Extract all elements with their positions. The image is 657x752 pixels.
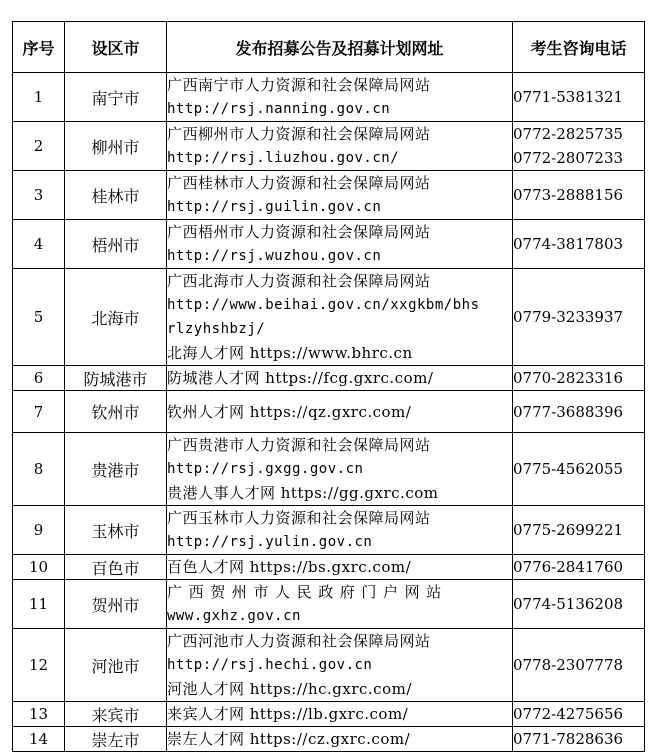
- header-phone: 考生咨询电话: [513, 22, 645, 73]
- phone-cell: [513, 73, 645, 122]
- phone-number: 0773-2888156: [513, 186, 624, 204]
- city-name: 梧州市: [65, 220, 167, 269]
- row-number: 6: [13, 366, 65, 391]
- site-url-link[interactable]: rlzyhshbzj/: [167, 321, 266, 337]
- table-row: [13, 727, 645, 752]
- site-cell: [167, 702, 513, 727]
- site-url-link[interactable]: http://rsj.liuzhou.gov.cn/: [167, 150, 400, 166]
- phone-number: 0774-3817803: [513, 235, 624, 253]
- phone-number: 0772-2807233: [513, 149, 624, 167]
- site-cell: [167, 580, 513, 629]
- site-text: 广西梧州市人力资源和社会保障局网站: [167, 223, 431, 241]
- site-text: 北海人才网 https://www.bhrc.cn: [167, 344, 413, 362]
- table-body: [13, 73, 645, 752]
- site-url-link[interactable]: http://rsj.yulin.gov.cn: [167, 534, 373, 550]
- city-name: 玉林市: [65, 506, 167, 555]
- site-cell: [167, 391, 513, 433]
- site-url-link[interactable]: www.gxhz.gov.cn: [167, 608, 301, 624]
- phone-cell: [513, 555, 645, 580]
- city-name: 贵港市: [65, 433, 167, 506]
- phone-cell: [513, 171, 645, 220]
- site-text: 钦州人才网 https://qz.gxrc.com/: [167, 402, 412, 421]
- row-number: 1: [13, 73, 65, 122]
- site-url-link[interactable]: http://rsj.gxgg.gov.cn: [167, 461, 364, 477]
- site-text: 河池人才网 https://hc.gxrc.com/: [167, 680, 412, 698]
- phone-number: 0776-2841760: [513, 558, 624, 576]
- table-row: [13, 171, 645, 220]
- phone-cell: [513, 702, 645, 727]
- table-row: [13, 269, 645, 366]
- row-number: 5: [13, 269, 65, 366]
- site-text: 广西柳州市人力资源和社会保障局网站: [167, 125, 431, 143]
- city-name: 南宁市: [65, 73, 167, 122]
- site-text: 广西贺州市人民政府门户网站: [167, 583, 448, 601]
- recruitment-table: [12, 21, 645, 752]
- table-row: [13, 433, 645, 506]
- site-text: 广西北海市人力资源和社会保障局网站: [167, 272, 431, 290]
- table-row: [13, 555, 645, 580]
- phone-number: 0775-2699221: [513, 521, 624, 539]
- phone-number: 0775-4562055: [513, 460, 624, 478]
- city-name: 来宾市: [65, 702, 167, 727]
- row-number: 11: [13, 580, 65, 629]
- phone-cell: [513, 727, 645, 752]
- phone-number: 0772-4275656: [513, 705, 624, 723]
- site-url-link[interactable]: http://www.beihai.gov.cn/xxgkbm/bhs: [167, 297, 480, 313]
- site-text: 崇左人才网 https://cz.gxrc.com/: [167, 730, 411, 748]
- row-number: 9: [13, 506, 65, 555]
- phone-cell: [513, 433, 645, 506]
- phone-cell: [513, 506, 645, 555]
- site-text: 贵港人事人才网 https://gg.gxrc.com: [167, 484, 439, 502]
- city-name: 防城港市: [65, 366, 167, 391]
- site-cell: [167, 506, 513, 555]
- phone-number: 0771-5381321: [513, 88, 624, 106]
- site-url-link[interactable]: http://rsj.hechi.gov.cn: [167, 657, 373, 673]
- phone-number: 0772-2825735: [513, 125, 624, 143]
- site-cell: [167, 220, 513, 269]
- city-name: 河池市: [65, 629, 167, 702]
- row-number: 10: [13, 555, 65, 580]
- phone-number: 0779-3233937: [513, 308, 624, 326]
- table-row: [13, 366, 645, 391]
- phone-number: 0770-2823316: [513, 369, 624, 387]
- table-row: [13, 580, 645, 629]
- row-number: 4: [13, 220, 65, 269]
- site-url-link[interactable]: http://rsj.nanning.gov.cn: [167, 101, 391, 117]
- row-number: 12: [13, 629, 65, 702]
- city-name: 崇左市: [65, 727, 167, 752]
- site-cell: [167, 171, 513, 220]
- city-name: 钦州市: [65, 391, 167, 433]
- row-number: 13: [13, 702, 65, 727]
- phone-cell: [513, 220, 645, 269]
- phone-number: 0777-3688396: [513, 402, 624, 421]
- table-row: [13, 391, 645, 433]
- site-text: 百色人才网 https://bs.gxrc.com/: [167, 558, 412, 576]
- site-cell: [167, 122, 513, 171]
- phone-number: 0774-5136208: [513, 595, 624, 613]
- phone-number: 0778-2307778: [513, 656, 624, 674]
- city-name: 桂林市: [65, 171, 167, 220]
- city-name: 百色市: [65, 555, 167, 580]
- row-number: 14: [13, 727, 65, 752]
- site-url-link[interactable]: http://rsj.guilin.gov.cn: [167, 199, 382, 215]
- site-cell: [167, 73, 513, 122]
- city-name: 北海市: [65, 269, 167, 366]
- header-no: 序号: [13, 22, 65, 73]
- row-number: 2: [13, 122, 65, 171]
- phone-number: 0771-7828636: [513, 730, 624, 748]
- site-text: 广西河池市人力资源和社会保障局网站: [167, 632, 431, 650]
- table-row: [13, 220, 645, 269]
- site-cell: [167, 727, 513, 752]
- phone-cell: [513, 391, 645, 433]
- header-row: [13, 22, 645, 73]
- row-number: 7: [13, 391, 65, 433]
- phone-cell: [513, 366, 645, 391]
- phone-cell: [513, 269, 645, 366]
- site-text: 来宾人才网 https://lb.gxrc.com/: [167, 705, 409, 723]
- site-cell: [167, 269, 513, 366]
- site-cell: [167, 433, 513, 506]
- header-city: 设区市: [65, 22, 167, 73]
- site-text: 防城港人才网 https://fcg.gxrc.com/: [167, 369, 434, 387]
- table-row: [13, 629, 645, 702]
- table-row: [13, 506, 645, 555]
- site-cell: [167, 629, 513, 702]
- site-url-link[interactable]: http://rsj.wuzhou.gov.cn: [167, 248, 382, 264]
- header-site: 发布招募公告及招募计划网址: [167, 22, 513, 73]
- site-text: 广西玉林市人力资源和社会保障局网站: [167, 509, 431, 527]
- table-row: [13, 702, 645, 727]
- table-row: [13, 73, 645, 122]
- site-text: 广西南宁市人力资源和社会保障局网站: [167, 76, 431, 94]
- table-row: [13, 122, 645, 171]
- phone-cell: [513, 122, 645, 171]
- row-number: 3: [13, 171, 65, 220]
- city-name: 贺州市: [65, 580, 167, 629]
- phone-cell: [513, 629, 645, 702]
- phone-cell: [513, 580, 645, 629]
- site-text: 广西贵港市人力资源和社会保障局网站: [167, 436, 431, 454]
- site-text: 广西桂林市人力资源和社会保障局网站: [167, 174, 431, 192]
- site-cell: [167, 555, 513, 580]
- row-number: 8: [13, 433, 65, 506]
- city-name: 柳州市: [65, 122, 167, 171]
- site-cell: [167, 366, 513, 391]
